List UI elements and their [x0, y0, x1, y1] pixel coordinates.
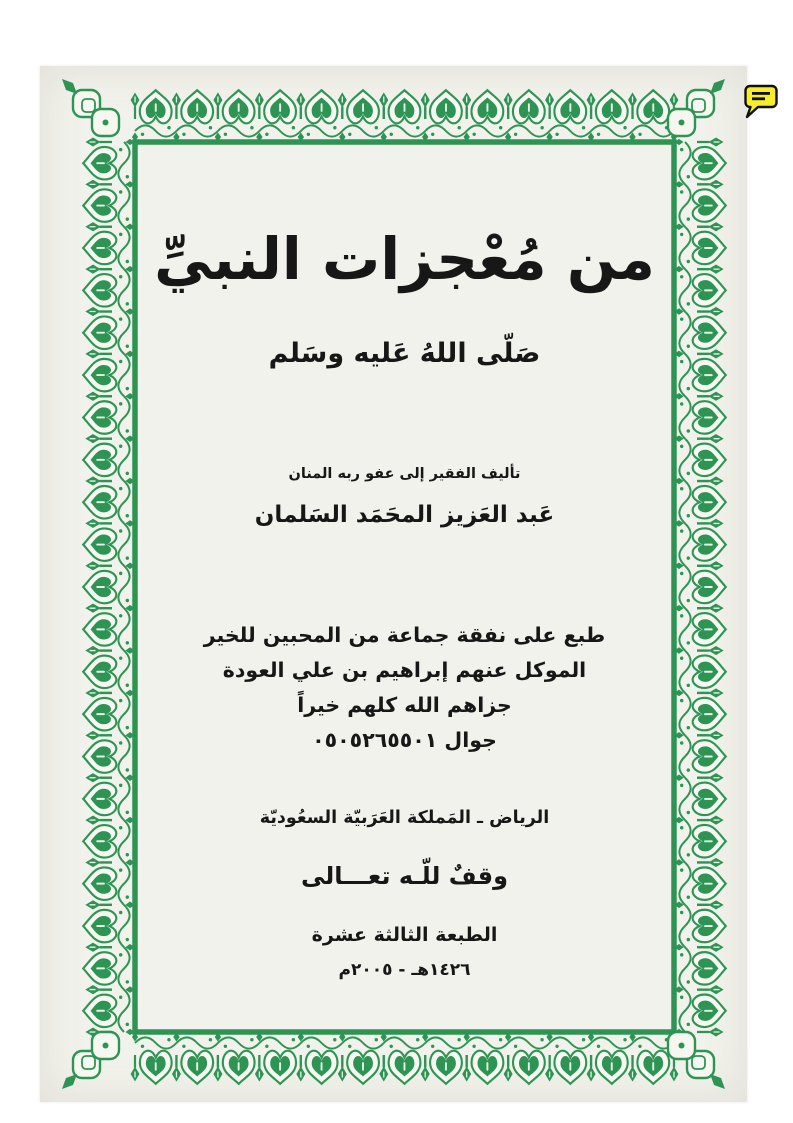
waqf-line: وقفٌ للّـه تعـــالى	[301, 862, 508, 890]
comment-bubble-icon[interactable]	[742, 84, 780, 126]
book-title: من مُعْجزات النبيِّ	[154, 225, 655, 293]
printing-note-line-4: جوال ٠٥٠٥٢٦٥٥٠١	[312, 728, 497, 752]
author-intro: تأليف الفقير إلى عفو ربه المنان	[288, 466, 521, 482]
author-name: عَبد العَزيز المحَمَد السَلمان	[254, 502, 555, 528]
salutation-line: صَلّى اللهُ عَليه وسَلم	[268, 338, 541, 369]
printing-note	[135, 618, 674, 758]
printing-note-line-2: الموكل عنهم إبراهيم بن علي العودة	[222, 658, 587, 682]
location-line: الرياض ـ المَملكة العَرَبيّة السعُوديّة	[259, 808, 550, 828]
cover-content	[135, 142, 674, 1032]
date-line: ١٤٢٦هـ - ٢٠٠٥م	[338, 960, 471, 980]
printing-note-line-1: طبع على نفقة جماعة من المحبين للخير	[203, 623, 606, 647]
printing-note-line-3: جزاهم الله كلهم خيراً	[297, 693, 512, 717]
book-cover-page	[40, 66, 747, 1102]
edition-line: الطبعة الثالثة عشرة	[311, 924, 498, 946]
